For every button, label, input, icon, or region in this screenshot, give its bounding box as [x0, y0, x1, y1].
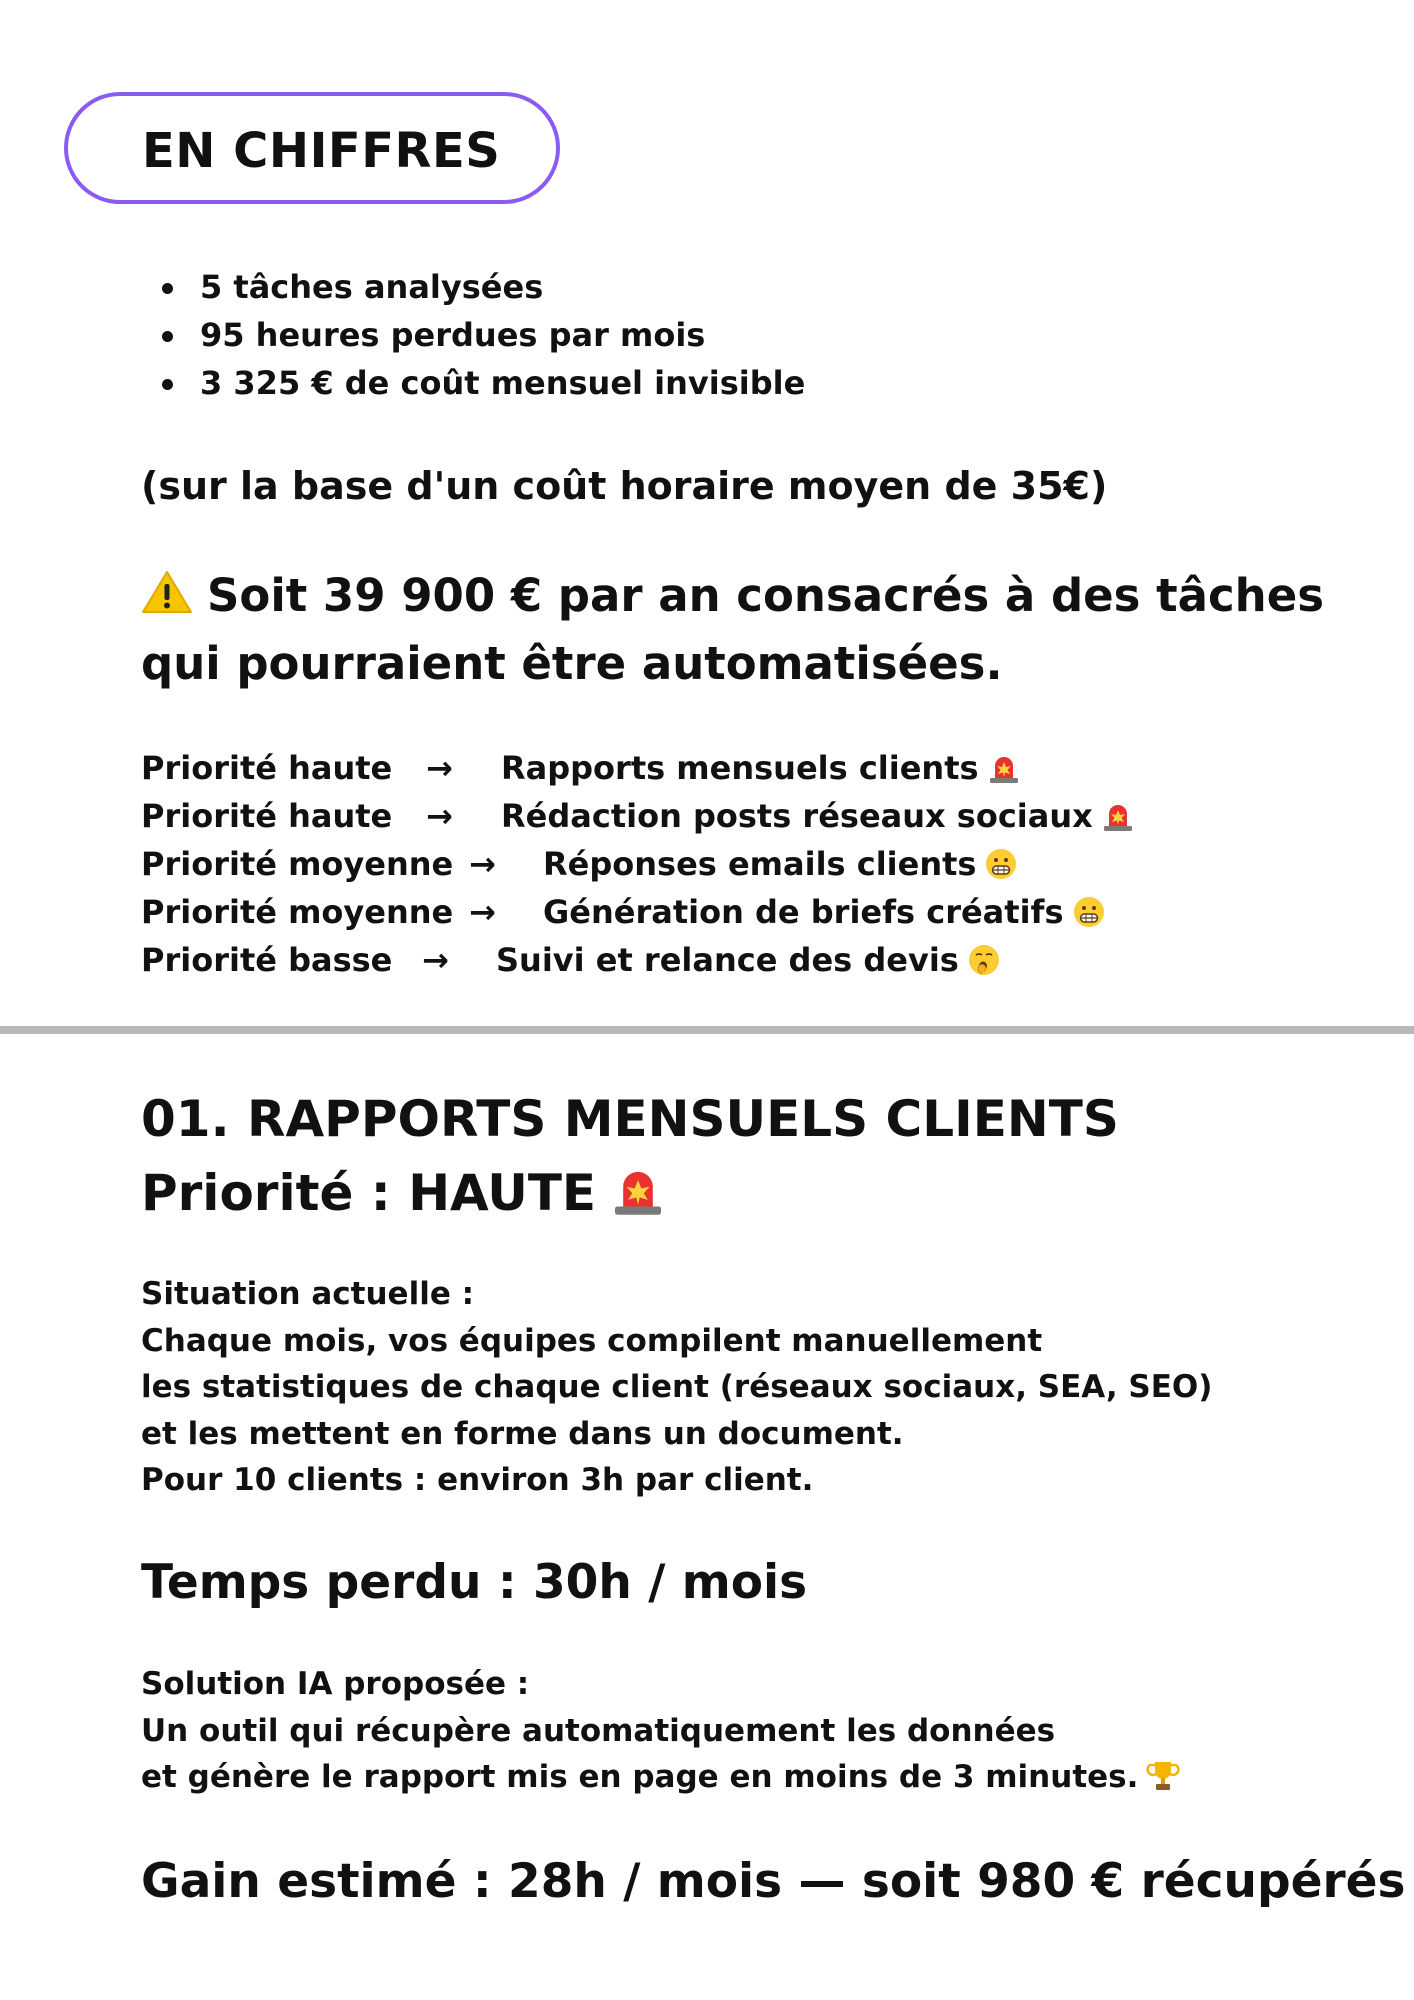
situation-line: Chaque mois, vos équipes compilent manuellement [141, 1322, 1043, 1359]
situation-line: et les mettent en forme dans un document. [141, 1415, 904, 1452]
priority-level: Priorité moyenne [141, 893, 454, 931]
arrow-icon: → [426, 797, 453, 835]
bullet-dot [162, 379, 173, 390]
grimace-icon [984, 847, 1018, 881]
list-item [200, 311, 805, 359]
annual-cost-alert [141, 562, 1325, 698]
list-item-text: 5 tâches analysées [200, 268, 544, 306]
priority-task: Réponses emails clients [543, 840, 1018, 888]
trophy-icon [1146, 1759, 1180, 1793]
priority-level: Priorité haute [141, 797, 393, 835]
priority-heading-text: Priorité : HAUTE [141, 1164, 597, 1222]
list-item-text: 3 325 € de coût mensuel invisible [200, 364, 806, 402]
solution-line-text: et génère le rapport mis en page en moins de 3 minutes. [141, 1759, 1139, 1795]
grimace-icon [1072, 895, 1106, 929]
situation-line: les statistiques de chaque client (réseaux sociaux, SEA, SEO) [141, 1369, 1213, 1405]
arrow-icon: → [469, 845, 496, 883]
siren-icon [610, 1162, 666, 1218]
priority-level: Priorité haute [141, 749, 393, 787]
situation-block [141, 1271, 1212, 1504]
priority-task: Rapports mensuels clients [501, 744, 1021, 792]
summary-list [200, 263, 805, 407]
list-item [200, 359, 805, 407]
arrow-icon: → [426, 749, 453, 787]
priority-heading [141, 1156, 1119, 1230]
arrow-icon: → [422, 941, 449, 979]
solution-line [141, 1754, 1180, 1801]
priority-task: Suivi et relance des devis [496, 936, 1001, 984]
priority-level: Priorité moyenne [141, 845, 454, 883]
siren-icon [1101, 799, 1135, 833]
priority-task: Rédaction posts réseaux sociaux [501, 792, 1135, 840]
arrow-icon: → [469, 893, 496, 931]
priority-level: Priorité basse [141, 941, 393, 979]
bullet-dot [162, 283, 173, 294]
list-item [200, 263, 805, 311]
section-heading [141, 1082, 1119, 1230]
solution-line: Un outil qui récupère automatiquement les données [141, 1712, 1056, 1749]
yawn-icon [967, 943, 1001, 977]
bullet-dot [162, 331, 173, 342]
alert-text-line-1: Soit 39 900 € par an consacrés à des tâches [207, 569, 1325, 622]
list-item-text: 95 heures perdues par mois [200, 316, 706, 354]
siren-icon [987, 751, 1021, 785]
estimated-gain: Gain estimé : 28h / mois — soit 980 € récupérés [141, 1854, 1406, 1909]
section-divider [0, 1026, 1414, 1034]
section-title: 01. RAPPORTS MENSUELS CLIENTS [141, 1090, 1119, 1148]
hourly-cost-basis: (sur la base d'un coût horaire moyen de 35€) [141, 464, 1108, 508]
time-lost: Temps perdu : 30h / mois [141, 1555, 808, 1610]
warning-icon [141, 569, 193, 615]
situation-label: Situation actuelle : [141, 1276, 475, 1312]
situation-line: Pour 10 clients : environ 3h par client. [141, 1462, 814, 1498]
alert-text-line-2: qui pourraient être automatisées. [141, 637, 1003, 690]
priority-task: Génération de briefs créatifs [543, 888, 1106, 936]
solution-block [141, 1661, 1180, 1801]
solution-label: Solution IA proposée : [141, 1666, 530, 1702]
page-title: EN CHIFFRES [142, 123, 501, 179]
